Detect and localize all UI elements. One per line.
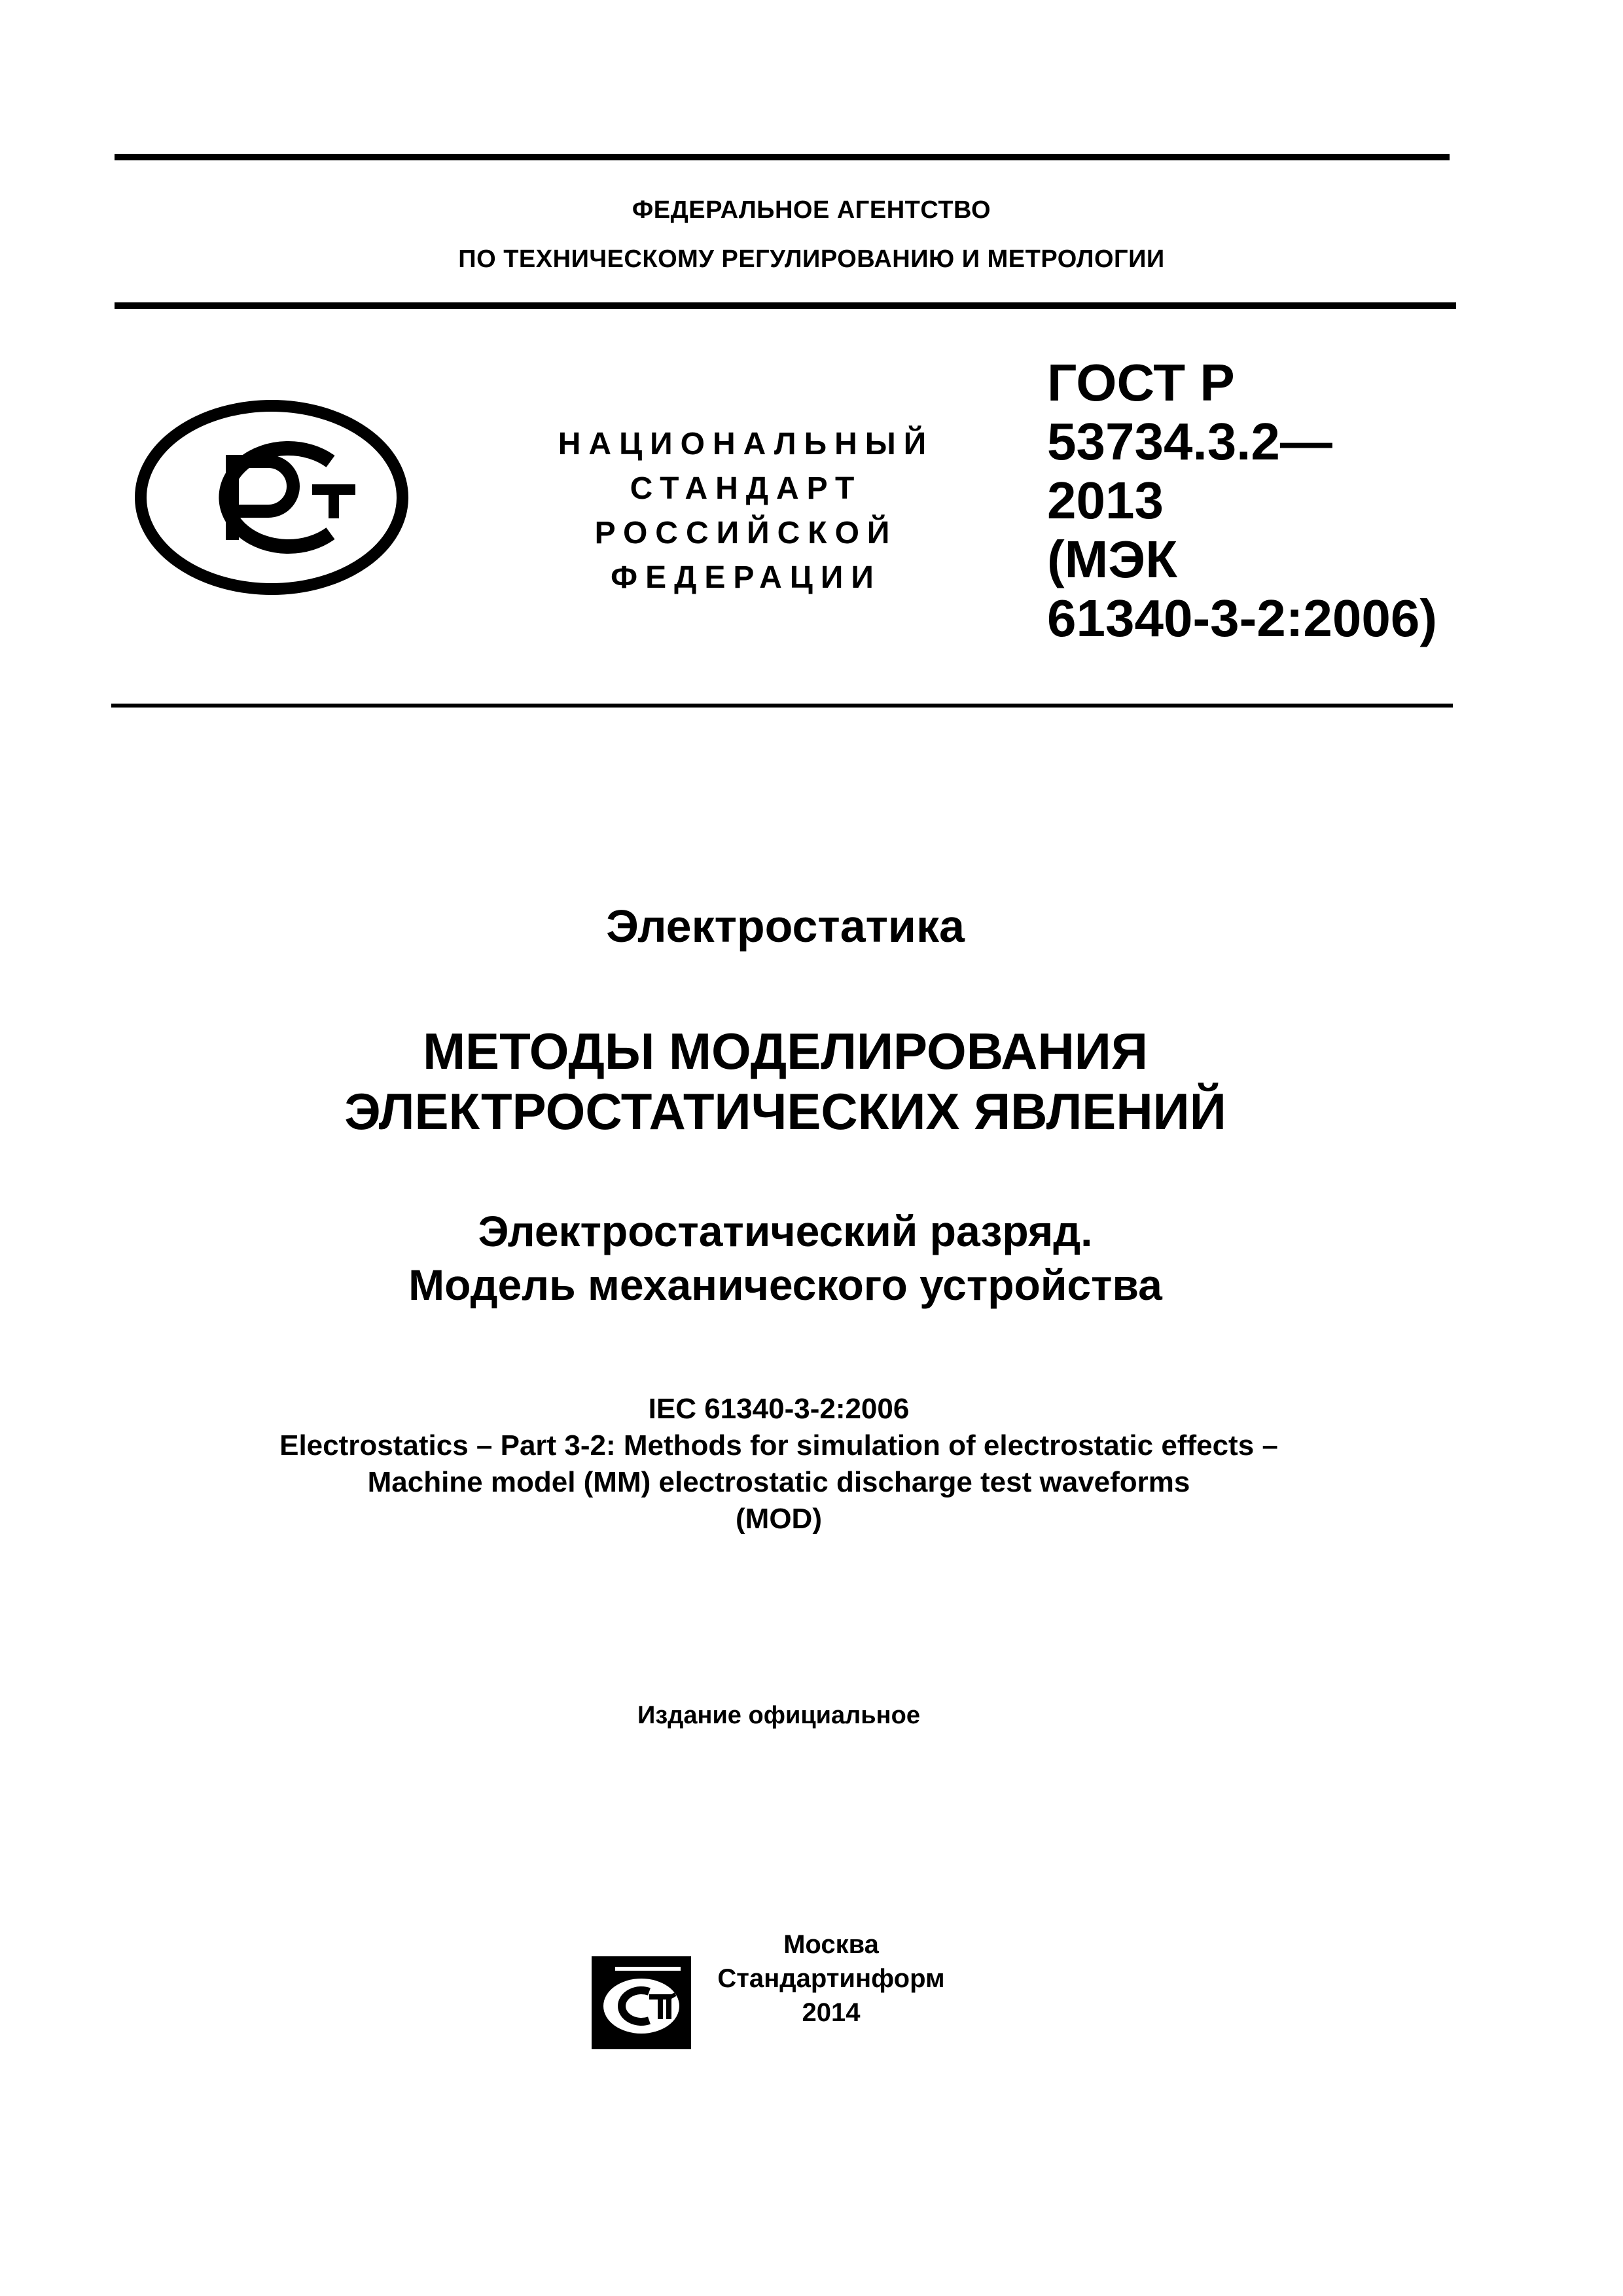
subtitle: [0, 1204, 1571, 1312]
publication-year: 2014: [802, 1998, 861, 2027]
sti-logo-icon: [589, 1954, 694, 2052]
subtitle-line: Электростатический разряд.: [478, 1207, 1093, 1255]
edition-label: Издание официальное: [637, 1702, 920, 1729]
publisher-name: Стандартинформ: [717, 1964, 945, 1993]
gost-line: ГОСТ Р: [1047, 353, 1235, 412]
national-standard-label: [537, 422, 955, 600]
iec-line: Electrostatics – Part 3-2: Methods for simulation of electrostatic effects –: [279, 1429, 1278, 1462]
methods-title-line: МЕТОДЫ МОДЕЛИРОВАНИЯ: [423, 1022, 1148, 1080]
iec-reference: [0, 1391, 1558, 1537]
page-title: Электростатика: [606, 901, 965, 952]
national-line: СТАНДАРТ: [630, 471, 863, 506]
national-line: РОССИЙСКОЙ: [594, 516, 898, 550]
top-rule: [115, 154, 1450, 160]
gost-line: 53734.3.2—: [1047, 412, 1332, 471]
national-line: НАЦИОНАЛЬНЫЙ: [558, 427, 935, 461]
gost-line: 2013: [1047, 471, 1164, 529]
subtitle-line: Модель механического устройства: [408, 1261, 1162, 1309]
gost-line: (МЭК: [1047, 530, 1178, 588]
agency-line-2: ПО ТЕХНИЧЕСКОМУ РЕГУЛИРОВАНИЮ И МЕТРОЛОГИИ: [458, 245, 1165, 273]
gost-line: 61340-3-2:2006): [1047, 589, 1437, 647]
national-line: ФЕДЕРАЦИИ: [611, 560, 882, 595]
standard-block-rule: [111, 704, 1453, 708]
iec-line: Machine model (MM) electrostatic discharge test waveforms: [367, 1466, 1190, 1498]
gost-designation: [1047, 353, 1584, 648]
publisher-logo: [589, 1954, 694, 2052]
agency-line-1: ФЕДЕРАЛЬНОЕ АГЕНТСТВО: [632, 196, 991, 224]
methods-title-line: ЭЛЕКТРОСТАТИЧЕСКИХ ЯВЛЕНИЙ: [344, 1083, 1226, 1140]
publisher-city: Москва: [783, 1930, 879, 1959]
methods-title: [0, 1021, 1571, 1141]
rst-logo: [134, 399, 409, 596]
header-bottom-rule: [115, 302, 1456, 309]
iec-line: IEC 61340-3-2:2006: [648, 1393, 910, 1425]
publisher-info: [694, 1928, 969, 2030]
rst-logo-icon: [134, 399, 409, 596]
iec-line: (MOD): [736, 1503, 822, 1535]
